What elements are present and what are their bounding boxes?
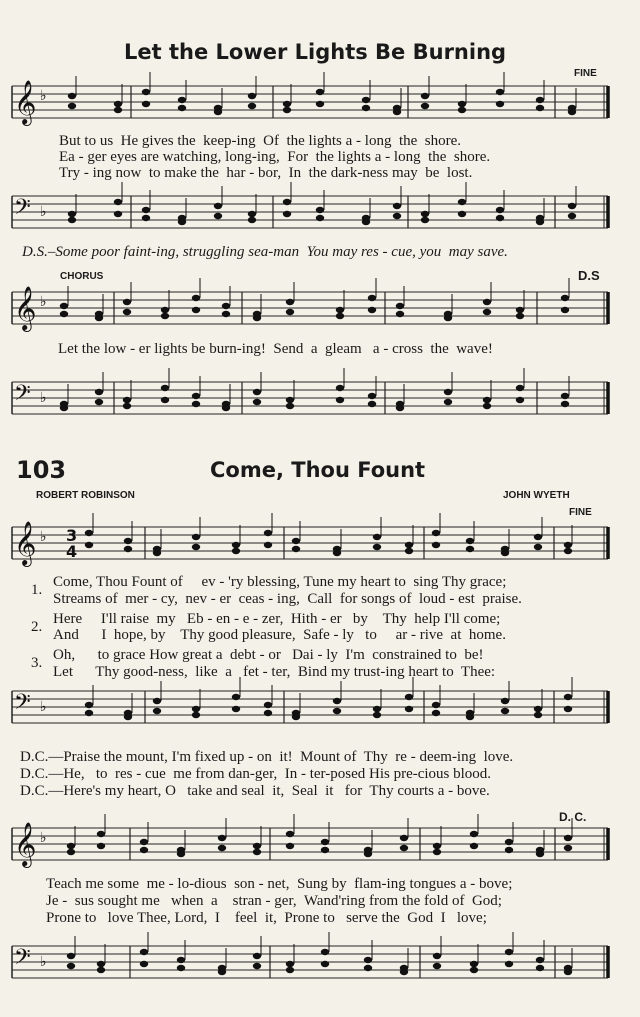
treble-clef-icon: 𝄞 — [14, 822, 37, 866]
verse-number-3: 3. — [31, 655, 43, 671]
chorus-label: CHORUS — [60, 271, 104, 282]
note-head — [321, 847, 329, 853]
note-head — [85, 702, 93, 708]
note-head — [192, 712, 200, 718]
note-head — [368, 295, 376, 301]
note-head — [85, 530, 93, 536]
flat-icon: ♭ — [40, 294, 47, 310]
note-head — [458, 199, 466, 205]
note-head — [232, 542, 240, 548]
ds-line: D.S.–Some poor faint-ing, struggling sea-man You may res - cue, you may save. — [22, 244, 508, 260]
flat-icon: ♭ — [40, 390, 47, 406]
note-head — [264, 542, 272, 548]
note-head — [253, 963, 261, 969]
note-head — [286, 967, 294, 973]
note-head — [153, 708, 161, 714]
note-head — [396, 311, 404, 317]
note-head — [393, 203, 401, 209]
note-head — [373, 706, 381, 712]
note-head — [393, 109, 401, 115]
note-head — [444, 389, 452, 395]
note-head — [373, 544, 381, 550]
note-head — [68, 93, 76, 99]
note-head — [95, 315, 103, 321]
note-head — [292, 714, 300, 720]
bass-clef-icon: 𝄢 — [14, 690, 31, 720]
note-head — [433, 849, 441, 855]
bass-clef-icon: 𝄢 — [14, 195, 31, 225]
fine-marking-2: FINE — [569, 507, 592, 518]
note-head — [123, 403, 131, 409]
note-head — [232, 694, 240, 700]
note-head — [114, 199, 122, 205]
note-head — [470, 831, 478, 837]
flat-icon: ♭ — [40, 204, 47, 220]
note-head — [336, 307, 344, 313]
hymn-number: 103 — [16, 456, 67, 484]
note-head — [466, 546, 474, 552]
time-signature: 3 — [66, 526, 78, 545]
note-head — [286, 961, 294, 967]
note-head — [483, 397, 491, 403]
note-head — [321, 949, 329, 955]
note-head — [336, 385, 344, 391]
note-head — [264, 702, 272, 708]
note-head — [368, 393, 376, 399]
final-line-3: Prone to love Thee, Lord, I feel it, Prone to serve the God I love; — [46, 910, 487, 926]
note-head — [496, 101, 504, 107]
note-head — [321, 961, 329, 967]
note-head — [536, 219, 544, 225]
note-head — [316, 89, 324, 95]
note-head — [496, 89, 504, 95]
note-head — [516, 397, 524, 403]
note-head — [316, 215, 324, 221]
note-head — [140, 961, 148, 967]
note-head — [161, 307, 169, 313]
verse-2-line-b: And I hope, by Thy good pleasure, Safe - ly to ar - rive at home. — [53, 627, 506, 643]
note-head — [362, 105, 370, 111]
note-head — [214, 109, 222, 115]
note-head — [222, 311, 230, 317]
note-head — [123, 299, 131, 305]
note-head — [564, 969, 572, 975]
note-head — [396, 303, 404, 309]
verse-line-3: Try - ing now to make the har - bor, In the dark-ness may be lost. — [59, 165, 473, 181]
note-head — [316, 207, 324, 213]
composer-credit: JOHN WYETH — [503, 490, 570, 501]
note-head — [405, 706, 413, 712]
note-head — [433, 953, 441, 959]
note-head — [248, 93, 256, 99]
note-head — [142, 207, 150, 213]
note-head — [336, 313, 344, 319]
note-head — [177, 957, 185, 963]
dc-line-1: D.C.—Praise the mount, I'm fixed up - on it! Mount of Thy re - deem-ing love. — [20, 749, 514, 765]
treble-clef-icon: 𝄞 — [14, 286, 37, 330]
verse-line-1: But to us He gives the keep-ing Of the lights a - long the shore. — [59, 133, 462, 149]
note-head — [536, 105, 544, 111]
note-head — [60, 303, 68, 309]
note-head — [286, 843, 294, 849]
note-head — [534, 544, 542, 550]
note-head — [433, 843, 441, 849]
note-head — [483, 403, 491, 409]
note-head — [393, 213, 401, 219]
note-head — [400, 969, 408, 975]
note-head — [432, 710, 440, 716]
note-head — [153, 550, 161, 556]
note-head — [561, 295, 569, 301]
note-head — [286, 403, 294, 409]
dc-line-3: D.C.—Here's my heart, O take and seal it, Seal it for Thy courts a - bove. — [20, 783, 490, 799]
note-head — [177, 851, 185, 857]
note-head — [124, 546, 132, 552]
note-head — [373, 534, 381, 540]
note-head — [60, 405, 68, 411]
note-head — [140, 949, 148, 955]
note-head — [161, 397, 169, 403]
note-head — [505, 839, 513, 845]
bass-clef-icon: 𝄢 — [14, 945, 31, 975]
verse-2-line-a: Here I'll raise my Eb - en - e - zer, Hith - er by Thy help I'll come; — [53, 611, 501, 627]
flat-icon: ♭ — [40, 529, 47, 545]
note-head — [405, 548, 413, 554]
flat-icon: ♭ — [40, 954, 47, 970]
note-head — [432, 530, 440, 536]
note-head — [561, 401, 569, 407]
note-head — [177, 965, 185, 971]
note-head — [248, 103, 256, 109]
note-head — [405, 542, 413, 548]
note-head — [458, 107, 466, 113]
note-head — [321, 839, 329, 845]
flat-icon: ♭ — [40, 830, 47, 846]
time-signature: 4 — [66, 542, 78, 561]
note-head — [140, 847, 148, 853]
note-head — [516, 307, 524, 313]
note-head — [67, 953, 75, 959]
note-head — [536, 965, 544, 971]
note-head — [421, 217, 429, 223]
note-head — [496, 207, 504, 213]
note-head — [534, 534, 542, 540]
note-head — [564, 694, 572, 700]
note-head — [534, 712, 542, 718]
note-head — [264, 530, 272, 536]
note-head — [142, 89, 150, 95]
note-head — [192, 544, 200, 550]
verse-line-2: Ea - ger eyes are watching, long-ing, For the lights a - long the shore. — [59, 149, 491, 165]
note-head — [140, 839, 148, 845]
note-head — [192, 706, 200, 712]
note-head — [68, 211, 76, 217]
bass-clef-icon: 𝄢 — [14, 381, 31, 411]
note-head — [85, 710, 93, 716]
note-head — [192, 401, 200, 407]
note-head — [505, 961, 513, 967]
treble-clef-icon: 𝄞 — [14, 521, 37, 565]
note-head — [178, 219, 186, 225]
note-head — [432, 702, 440, 708]
note-head — [283, 101, 291, 107]
note-head — [222, 405, 230, 411]
note-head — [192, 534, 200, 540]
note-head — [561, 393, 569, 399]
note-head — [368, 307, 376, 313]
note-head — [114, 107, 122, 113]
verse-3-line-a: Oh, to grace How great a debt - or Dai - ly I'm constrained to be! — [53, 647, 484, 663]
note-head — [253, 315, 261, 321]
note-head — [564, 548, 572, 554]
note-head — [95, 399, 103, 405]
note-head — [400, 845, 408, 851]
note-head — [114, 211, 122, 217]
note-head — [85, 542, 93, 548]
note-head — [433, 963, 441, 969]
note-head — [253, 953, 261, 959]
note-head — [400, 835, 408, 841]
note-head — [568, 213, 576, 219]
hymn-title: Let the Lower Lights Be Burning — [124, 40, 507, 64]
fine-marking: FINE — [574, 68, 597, 79]
note-head — [97, 961, 105, 967]
note-head — [292, 546, 300, 552]
note-head — [192, 307, 200, 313]
note-head — [501, 708, 509, 714]
note-head — [396, 405, 404, 411]
note-head — [248, 211, 256, 217]
note-head — [232, 548, 240, 554]
note-head — [466, 538, 474, 544]
verse-number-2: 2. — [31, 619, 43, 635]
note-head — [67, 849, 75, 855]
note-head — [248, 217, 256, 223]
note-head — [333, 698, 341, 704]
note-head — [60, 311, 68, 317]
note-head — [123, 397, 131, 403]
note-head — [218, 845, 226, 851]
note-head — [505, 847, 513, 853]
note-head — [496, 215, 504, 221]
note-head — [373, 712, 381, 718]
author-credit: ROBERT ROBINSON — [36, 490, 135, 501]
note-head — [368, 401, 376, 407]
note-head — [561, 307, 569, 313]
note-head — [283, 107, 291, 113]
note-head — [458, 211, 466, 217]
note-head — [364, 851, 372, 857]
verse-3-line-b: Let Thy good-ness, like a fet - ter, Bind my trust-ing heart to Thee: — [53, 664, 496, 680]
note-head — [470, 843, 478, 849]
dc-line-2: D.C.—He, to res - cue me from dan-ger, In - ter-posed His pre-cious blood. — [20, 766, 492, 782]
note-head — [421, 103, 429, 109]
note-head — [214, 213, 222, 219]
note-head — [444, 399, 452, 405]
note-head — [218, 969, 226, 975]
note-head — [286, 397, 294, 403]
note-head — [192, 295, 200, 301]
note-head — [253, 849, 261, 855]
note-head — [286, 299, 294, 305]
note-head — [466, 714, 474, 720]
note-head — [68, 103, 76, 109]
note-head — [253, 843, 261, 849]
note-head — [564, 542, 572, 548]
note-head — [67, 963, 75, 969]
final-line-2: Je - sus sought me when a stran - ger, Wand'ring from the fold of God; — [46, 893, 502, 909]
note-head — [458, 101, 466, 107]
chorus-lyric: Let the low - er lights be burn-ing! Send a gleam a - cross the wave! — [58, 341, 493, 357]
note-head — [432, 542, 440, 548]
note-head — [253, 389, 261, 395]
hymn-title-2: Come, Thou Fount — [210, 458, 426, 482]
note-head — [505, 949, 513, 955]
note-head — [364, 957, 372, 963]
treble-clef-icon: 𝄞 — [14, 80, 37, 124]
note-head — [97, 831, 105, 837]
note-head — [333, 708, 341, 714]
note-head — [536, 957, 544, 963]
note-head — [286, 309, 294, 315]
verse-1-line-b: Streams of mer - cy, nev - er ceas - ing, Call for songs of loud - est praise. — [53, 591, 522, 607]
note-head — [192, 393, 200, 399]
note-head — [564, 845, 572, 851]
verse-number-1: 1. — [31, 582, 43, 598]
note-head — [161, 385, 169, 391]
note-head — [161, 313, 169, 319]
note-head — [362, 97, 370, 103]
note-head — [444, 315, 452, 321]
note-head — [336, 397, 344, 403]
flat-icon: ♭ — [40, 699, 47, 715]
note-head — [501, 698, 509, 704]
note-head — [536, 97, 544, 103]
flat-icon: ♭ — [40, 88, 47, 104]
note-head — [421, 93, 429, 99]
note-head — [114, 101, 122, 107]
note-head — [568, 109, 576, 115]
note-head — [178, 97, 186, 103]
note-head — [68, 217, 76, 223]
note-head — [124, 714, 132, 720]
dc-mark: D. C. — [559, 810, 587, 824]
note-head — [564, 835, 572, 841]
note-head — [232, 706, 240, 712]
note-head — [470, 967, 478, 973]
note-head — [142, 101, 150, 107]
note-head — [483, 299, 491, 305]
note-head — [364, 965, 372, 971]
note-head — [124, 538, 132, 544]
note-head — [264, 710, 272, 716]
note-head — [283, 199, 291, 205]
note-head — [534, 706, 542, 712]
note-head — [286, 831, 294, 837]
note-head — [142, 215, 150, 221]
note-head — [483, 309, 491, 315]
note-head — [470, 961, 478, 967]
note-head — [568, 203, 576, 209]
note-head — [564, 706, 572, 712]
note-head — [178, 105, 186, 111]
final-line-1: Teach me some me - lo-dious son - net, Sung by flam-ing tongues a - bove; — [46, 876, 513, 892]
note-head — [292, 538, 300, 544]
note-head — [153, 698, 161, 704]
ds-mark: D.S — [578, 268, 600, 283]
note-head — [333, 550, 341, 556]
note-head — [222, 303, 230, 309]
note-head — [362, 219, 370, 225]
note-head — [97, 967, 105, 973]
note-head — [516, 385, 524, 391]
note-head — [218, 835, 226, 841]
note-head — [516, 313, 524, 319]
note-head — [67, 843, 75, 849]
note-head — [283, 211, 291, 217]
verse-1-line-a: Come, Thou Fount of ev - 'ry blessing, Tune my heart to sing Thy grace; — [53, 574, 507, 590]
note-head — [405, 694, 413, 700]
note-head — [421, 211, 429, 217]
note-head — [123, 309, 131, 315]
note-head — [316, 101, 324, 107]
note-head — [536, 851, 544, 857]
note-head — [97, 843, 105, 849]
note-head — [501, 550, 509, 556]
note-head — [253, 399, 261, 405]
note-head — [95, 389, 103, 395]
note-head — [214, 203, 222, 209]
